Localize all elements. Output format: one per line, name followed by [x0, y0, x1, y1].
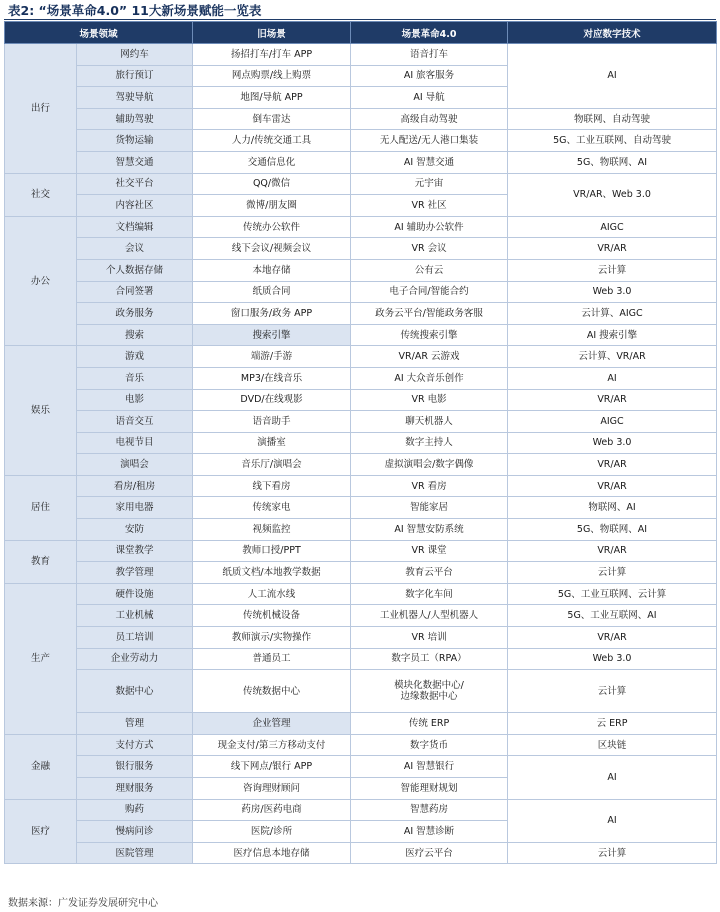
scene-cell: 智慧交通 — [77, 151, 193, 173]
new-scene-cell: 智能理财规划 — [351, 778, 508, 800]
table-row — [5, 389, 717, 411]
scene-cell: 个人数据存储 — [77, 259, 193, 281]
new-scene-cell: AI 智慧诊断 — [351, 821, 508, 843]
new-scene-cell: 聊天机器人 — [351, 411, 508, 433]
table-row — [5, 799, 717, 821]
scene-cell: 内容社区 — [77, 195, 193, 217]
new-scene-cell: AI 辅助办公软件 — [351, 216, 508, 238]
table-row — [5, 367, 717, 389]
scene-cell: 看房/租房 — [77, 475, 193, 497]
scene-cell: 网约车 — [77, 44, 193, 66]
scene-cell: 企业劳动力 — [77, 648, 193, 670]
new-scene-cell: VR 课堂 — [351, 540, 508, 562]
old-scene-cell: 传统搜索引擎 — [351, 324, 508, 346]
old-scene-cell: 传统家电 — [193, 497, 351, 519]
old-scene-cell: 医疗信息本地存储 — [193, 842, 351, 864]
scene-cell: 医院管理 — [77, 842, 193, 864]
scene-cell: 理财服务 — [77, 778, 193, 800]
scene-cell: 员工培训 — [77, 627, 193, 649]
scene-cell: 课堂教学 — [77, 540, 193, 562]
domain-cell: 金融 — [5, 734, 77, 799]
new-scene-cell: 数字员工（RPA） — [351, 648, 508, 670]
scene-cell: 家用电器 — [77, 497, 193, 519]
tech-cell: 5G、物联网、AI — [508, 151, 717, 173]
old-scene-cell: 咨询理财顾问 — [193, 778, 351, 800]
old-scene-cell: 人力/传统交通工具 — [193, 130, 351, 152]
scene-cell: 安防 — [77, 519, 193, 541]
new-scene-cell: 语音打车 — [351, 44, 508, 66]
scene-cell: 电视节目 — [77, 432, 193, 454]
table-title: 表2: “场景革命4.0” 11大新场景赋能一览表 — [8, 3, 262, 18]
domain-cell: 居住 — [5, 475, 77, 540]
old-scene-cell: 线下会议/视频会议 — [193, 238, 351, 260]
new-scene-cell: 公有云 — [351, 259, 508, 281]
new-scene-cell: 教育云平台 — [351, 562, 508, 584]
new-scene-cell: 智慧药房 — [351, 799, 508, 821]
scene-cell: 数据中心 — [77, 670, 193, 713]
tech-cell: 区块链 — [508, 734, 717, 756]
table-row — [5, 583, 717, 605]
new-scene-cell: 工业机器人/人型机器人 — [351, 605, 508, 627]
old-scene-cell: 医院/诊所 — [193, 821, 351, 843]
tech-cell: AI — [508, 756, 717, 799]
scene-cell: 驾驶导航 — [77, 87, 193, 109]
tech-cell: 物联网、自动驾驶 — [508, 108, 717, 130]
scene-cell: 搜索引擎 — [193, 324, 351, 346]
scene-cell: 游戏 — [77, 346, 193, 368]
old-scene-cell: DVD/在线观影 — [193, 389, 351, 411]
tech-cell: 云计算 — [508, 670, 717, 713]
old-scene-cell: 现金支付/第三方移动支付 — [193, 734, 351, 756]
new-scene-cell: 医疗云平台 — [351, 842, 508, 864]
scene-cell: 语音交互 — [77, 411, 193, 433]
old-scene-cell: 药房/医药电商 — [193, 799, 351, 821]
source-note: 数据来源：广发证券发展研究中心 — [8, 898, 158, 909]
old-scene-cell: 纸质合同 — [193, 281, 351, 303]
table-row — [5, 324, 717, 346]
tech-cell: VR/AR — [508, 389, 717, 411]
table-row — [5, 734, 717, 756]
tech-cell: VR/AR — [508, 475, 717, 497]
new-scene-cell: 元宇宙 — [351, 173, 508, 195]
old-scene-cell: 传统 ERP — [351, 713, 508, 735]
old-scene-cell: 交通信息化 — [193, 151, 351, 173]
tech-cell: 云计算、AIGC — [508, 303, 717, 325]
new-scene-cell: VR 会议 — [351, 238, 508, 260]
tech-cell: 云计算 — [508, 259, 717, 281]
domain-cell: 医疗 — [5, 799, 77, 864]
tech-cell: VR/AR — [508, 540, 717, 562]
tech-cell: VR/AR — [508, 454, 717, 476]
domain-cell: 教育 — [5, 540, 77, 583]
old-scene-cell: 普通员工 — [193, 648, 351, 670]
new-scene-cell: 政务云平台/智能政务客服 — [351, 303, 508, 325]
new-scene-cell: 数字化车间 — [351, 583, 508, 605]
table-row — [5, 475, 717, 497]
scene-cell: 工业机械 — [77, 605, 193, 627]
new-scene-cell: VR 社区 — [351, 195, 508, 217]
new-scene-cell: 云 ERP — [508, 713, 717, 735]
table-row — [5, 627, 717, 649]
table-header-row — [5, 22, 717, 44]
scene-cell: 硬件设施 — [77, 583, 193, 605]
header-tech: 对应数字技术 — [508, 22, 717, 44]
old-scene-cell: 线下网点/银行 APP — [193, 756, 351, 778]
table-row — [5, 281, 717, 303]
scene-cell: 社交平台 — [77, 173, 193, 195]
table-row — [5, 497, 717, 519]
old-scene-cell: 人工流水线 — [193, 583, 351, 605]
scene-cell: 银行服务 — [77, 756, 193, 778]
old-scene-cell: 微博/朋友圈 — [193, 195, 351, 217]
table-row — [5, 713, 717, 735]
new-scene-cell: 电子合同/智能合约 — [351, 281, 508, 303]
old-scene-cell: 视频监控 — [193, 519, 351, 541]
scene-cell: 货物运输 — [77, 130, 193, 152]
table-row — [5, 303, 717, 325]
table-row — [5, 454, 717, 476]
scene-cell: 慢病问诊 — [77, 821, 193, 843]
table-row — [5, 259, 717, 281]
domain-cell: 娱乐 — [5, 346, 77, 476]
scene-table — [4, 21, 717, 864]
new-scene-cell: 模块化数据中心/ 边缘数据中心 — [351, 670, 508, 713]
old-scene-cell: 演播室 — [193, 432, 351, 454]
table-row — [5, 842, 717, 864]
tech-cell: 5G、工业互联网、自动驾驶 — [508, 130, 717, 152]
tech-cell: Web 3.0 — [508, 281, 717, 303]
tech-cell: 云计算 — [508, 562, 717, 584]
tech-cell: VR/AR、Web 3.0 — [508, 173, 717, 216]
tech-cell: 5G、工业互联网、AI — [508, 605, 717, 627]
domain-cell: 管理 — [77, 713, 193, 735]
old-scene-cell: 传统数据中心 — [193, 670, 351, 713]
table-row — [5, 411, 717, 433]
old-scene-cell: 倒车雷达 — [193, 108, 351, 130]
scene-cell: 政务服务 — [77, 303, 193, 325]
old-scene-cell: 地图/导航 APP — [193, 87, 351, 109]
new-scene-cell: AI 导航 — [351, 87, 508, 109]
tech-cell: 云计算、VR/AR — [508, 346, 717, 368]
scene-cell: 会议 — [77, 238, 193, 260]
domain-cell: 社交 — [5, 173, 77, 216]
table-row — [5, 130, 717, 152]
header-new-scene: 场景革命4.0 — [351, 22, 508, 44]
old-scene-cell: 教师口授/PPT — [193, 540, 351, 562]
old-scene-cell: 端游/手游 — [193, 346, 351, 368]
tech-cell: 物联网、AI — [508, 497, 717, 519]
new-scene-cell: 无人配送/无人港口集装 — [351, 130, 508, 152]
table-row — [5, 648, 717, 670]
domain-cell: 出行 — [5, 44, 77, 174]
table-row — [5, 238, 717, 260]
table-row — [5, 108, 717, 130]
new-scene-cell: VR 电影 — [351, 389, 508, 411]
new-scene-cell: 数字货币 — [351, 734, 508, 756]
scene-cell: 文档编辑 — [77, 216, 193, 238]
tech-cell: VR/AR — [508, 238, 717, 260]
new-scene-cell: VR/AR 云游戏 — [351, 346, 508, 368]
old-scene-cell: 扬招打车/打车 APP — [193, 44, 351, 66]
scene-cell: 企业管理 — [193, 713, 351, 735]
new-scene-cell: 数字主持人 — [351, 432, 508, 454]
table-row — [5, 346, 717, 368]
new-scene-cell: AI 智慧银行 — [351, 756, 508, 778]
table-row — [5, 670, 717, 713]
new-scene-cell: 高级自动驾驶 — [351, 108, 508, 130]
tech-cell: 5G、工业互联网、云计算 — [508, 583, 717, 605]
new-scene-cell: AI 搜索引擎 — [508, 324, 717, 346]
new-scene-cell: VR 培训 — [351, 627, 508, 649]
domain-cell: 办公 — [5, 216, 77, 346]
new-scene-cell: AI 旅客服务 — [351, 65, 508, 87]
old-scene-cell: MP3/在线音乐 — [193, 367, 351, 389]
table-row — [5, 540, 717, 562]
new-scene-cell: AI 大众音乐创作 — [351, 367, 508, 389]
old-scene-cell: 语音助手 — [193, 411, 351, 433]
tech-cell: AI — [508, 799, 717, 842]
table-row — [5, 519, 717, 541]
tech-cell: AIGC — [508, 411, 717, 433]
new-scene-cell: 虚拟演唱会/数字偶像 — [351, 454, 508, 476]
table-row — [5, 44, 717, 66]
scene-cell: 音乐 — [77, 367, 193, 389]
tech-cell: AIGC — [508, 216, 717, 238]
new-scene-cell: AI 智慧安防系统 — [351, 519, 508, 541]
table-row — [5, 756, 717, 778]
scene-cell: 教学管理 — [77, 562, 193, 584]
table-row — [5, 151, 717, 173]
new-scene-cell: AI 智慧交通 — [351, 151, 508, 173]
old-scene-cell: 网点购票/线上购票 — [193, 65, 351, 87]
tech-cell: Web 3.0 — [508, 432, 717, 454]
old-scene-cell: 窗口服务/政务 APP — [193, 303, 351, 325]
scene-cell: 支付方式 — [77, 734, 193, 756]
old-scene-cell: 纸质文档/本地教学数据 — [193, 562, 351, 584]
scene-cell: 电影 — [77, 389, 193, 411]
table-row — [5, 562, 717, 584]
table-row — [5, 605, 717, 627]
tech-cell: AI — [508, 367, 717, 389]
scene-cell: 辅助驾驶 — [77, 108, 193, 130]
old-scene-cell: 传统机械设备 — [193, 605, 351, 627]
tech-cell: AI — [508, 44, 717, 109]
old-scene-cell: 音乐厅/演唱会 — [193, 454, 351, 476]
tech-cell: 5G、物联网、AI — [508, 519, 717, 541]
title-divider — [4, 19, 716, 20]
scene-cell: 演唱会 — [77, 454, 193, 476]
scene-cell: 旅行预订 — [77, 65, 193, 87]
table-body — [5, 44, 717, 864]
domain-cell: 搜索 — [77, 324, 193, 346]
tech-cell: Web 3.0 — [508, 648, 717, 670]
old-scene-cell: 线下看房 — [193, 475, 351, 497]
scene-cell: 购药 — [77, 799, 193, 821]
table-row — [5, 216, 717, 238]
table-row — [5, 432, 717, 454]
domain-cell: 生产 — [5, 583, 77, 734]
scene-cell: 合同签署 — [77, 281, 193, 303]
table-row — [5, 173, 717, 195]
old-scene-cell: 教师演示/实物操作 — [193, 627, 351, 649]
old-scene-cell: QQ/微信 — [193, 173, 351, 195]
header-old-scene: 旧场景 — [193, 22, 351, 44]
tech-cell: 云计算 — [508, 842, 717, 864]
old-scene-cell: 本地存储 — [193, 259, 351, 281]
header-domain: 场景领域 — [5, 22, 193, 44]
new-scene-cell: VR 看房 — [351, 475, 508, 497]
tech-cell: VR/AR — [508, 627, 717, 649]
old-scene-cell: 传统办公软件 — [193, 216, 351, 238]
new-scene-cell: 智能家居 — [351, 497, 508, 519]
